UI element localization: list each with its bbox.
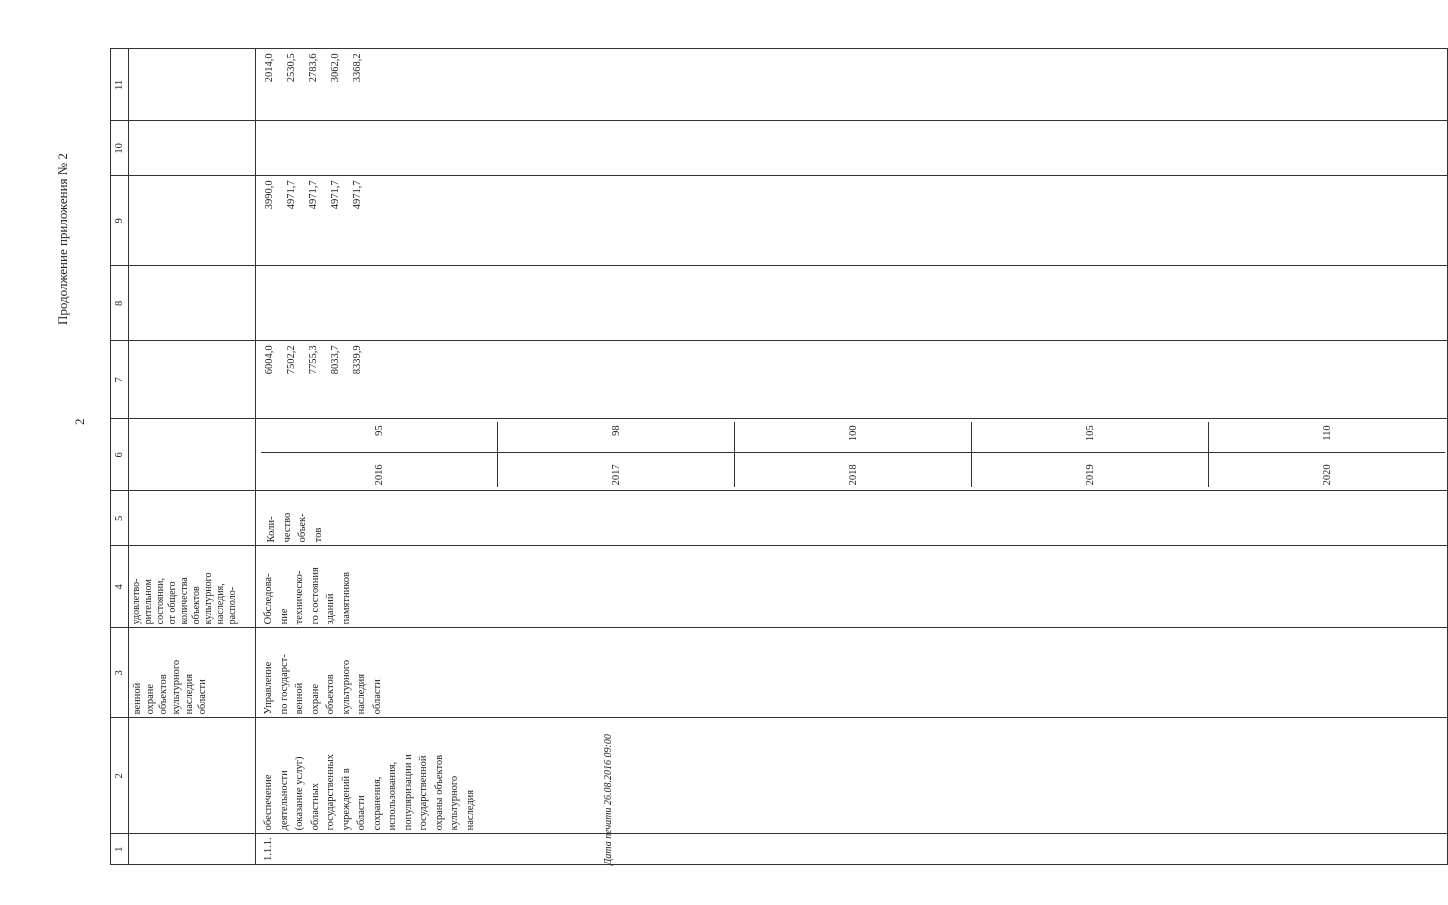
year-subtable bbox=[261, 422, 1445, 487]
table-cell bbox=[129, 49, 256, 121]
column-number: 7 bbox=[111, 341, 129, 419]
column-number: 3 bbox=[111, 628, 129, 718]
table-cell bbox=[129, 121, 256, 176]
funding-column-9: 3990,0 4971,7 4971,7 4971,7 4971,7 bbox=[256, 176, 1448, 266]
column-number-row bbox=[111, 49, 129, 865]
appendix-subtitle: Продолжение приложения № 2 bbox=[55, 153, 70, 325]
row-number: 1.1.1. bbox=[256, 834, 1448, 865]
table-row-continuation bbox=[129, 49, 256, 865]
year: 2017 bbox=[498, 453, 735, 488]
table-cell bbox=[129, 718, 256, 834]
year: 2016 bbox=[261, 453, 498, 488]
years-and-values bbox=[256, 419, 1448, 491]
table-cell bbox=[129, 266, 256, 341]
column-number: 5 bbox=[111, 491, 129, 546]
table-cell bbox=[129, 491, 256, 546]
column-number: 4 bbox=[111, 546, 129, 628]
year: 2019 bbox=[972, 453, 1209, 488]
responsible-executor: Управление по государст- венной охране объектов культурного наследия области bbox=[256, 628, 1448, 718]
page-number: 2 bbox=[72, 418, 87, 425]
indicator-name: Обследова- ние техническо- го состояния зданий памятников bbox=[256, 546, 1448, 628]
event-description: обеспечение деятельности (оказание услуг) областных государственных учреждений в области сохранения, использования, популяризации и государственной охраны объектов культурного наследия bbox=[256, 718, 1448, 834]
table-row-1-1-1 bbox=[256, 49, 1448, 865]
column-number: 6 bbox=[111, 419, 129, 491]
column-number: 2 bbox=[111, 718, 129, 834]
column-number: 11 bbox=[111, 49, 129, 121]
table-cell bbox=[129, 176, 256, 266]
column-number: 8 bbox=[111, 266, 129, 341]
indicator-value: 95 bbox=[261, 422, 498, 452]
year: 2018 bbox=[735, 453, 972, 488]
table-cell bbox=[129, 834, 256, 865]
indicator-value: 110 bbox=[1321, 425, 1333, 441]
funding-total: 6004,0 7502,2 7755,3 8033,7 8339,9 bbox=[256, 341, 1448, 419]
funding-column-11: 2014,0 2530,5 2783,6 3062,0 3368,2 bbox=[256, 49, 1448, 121]
column-number: 10 bbox=[111, 121, 129, 176]
responsible-cell-continued: венной охране объектов культурного наследия области bbox=[129, 628, 256, 718]
table-cell bbox=[129, 341, 256, 419]
column-number: 9 bbox=[111, 176, 129, 266]
program-table bbox=[110, 48, 1448, 865]
funding-column-10 bbox=[256, 121, 1448, 176]
indicator-value: 100 bbox=[735, 422, 972, 452]
indicator-cell-continued: удовлетво- рительном состоянии, от общего количества объектов культурного наследия, располо- bbox=[129, 546, 256, 628]
year: 2020 bbox=[1209, 453, 1446, 488]
print-date: Дата печати 26.08.2016 09:00 bbox=[603, 734, 614, 865]
funding-column-8 bbox=[256, 266, 1448, 341]
indicator-value: 105 bbox=[972, 422, 1209, 452]
column-number: 1 bbox=[111, 834, 129, 865]
table-cell bbox=[129, 419, 256, 491]
indicator-value: 98 bbox=[498, 422, 735, 452]
unit-of-measure: Коли- чество объек- тов bbox=[256, 491, 1448, 546]
